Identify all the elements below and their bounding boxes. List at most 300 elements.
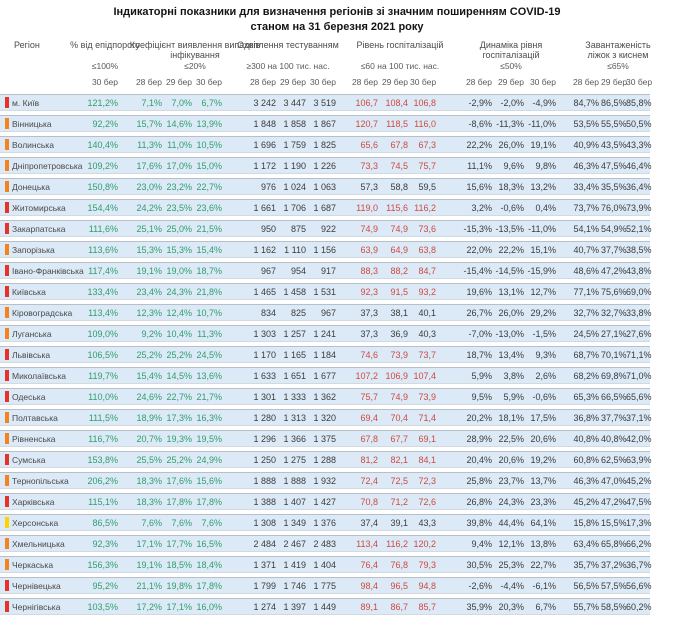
testing-coverage: 1 706 [283, 202, 306, 213]
region-name: Волинська [12, 139, 54, 150]
testing-coverage: 1 241 [313, 328, 336, 339]
detection-rate: 14,5% [166, 370, 192, 381]
hospitalization-dynamics: -13,5% [495, 223, 524, 234]
detection-rate: 17,2% [136, 601, 162, 612]
region-name: Полтавська [12, 412, 58, 423]
status-marker [0, 536, 12, 551]
testing-coverage: 967 [260, 265, 276, 276]
detection-rate: 25,2% [166, 454, 192, 465]
oxygen-bed-occupancy: 76,0% [601, 202, 627, 213]
oxygen-bed-occupancy: 36,8% [573, 412, 599, 423]
region-name: м. Київ [12, 97, 40, 108]
oxygen-bed-occupancy: 58,5% [601, 601, 627, 612]
hospitalization-dynamics: 15,6% [466, 181, 492, 192]
epid-threshold-pct: 117,4% [88, 265, 118, 276]
hospitalization-level: 72,4 [360, 475, 378, 486]
hospitalization-level: 67,7 [390, 433, 408, 444]
oxygen-bed-occupancy: 33,4% [573, 181, 599, 192]
detection-rate: 17,8% [196, 496, 222, 507]
table-row [0, 556, 650, 573]
detection-rate: 15,3% [166, 244, 192, 255]
detection-rate: 19,1% [136, 265, 162, 276]
date-label: 28 бер [465, 77, 492, 87]
oxygen-bed-occupancy: 69,0% [626, 286, 652, 297]
hospitalization-dynamics: -7,0% [468, 328, 492, 339]
hospitalization-level: 107,4 [413, 370, 436, 381]
detection-rate: 11,3% [197, 328, 222, 339]
epid-threshold-pct: 103,5% [87, 601, 118, 612]
hospitalization-dynamics: 9,8% [535, 160, 556, 171]
hospitalization-level: 40,1 [418, 307, 436, 318]
hospitalization-dynamics: -11,0% [528, 223, 556, 234]
detection-rate: 24,2% [136, 202, 162, 213]
status-marker [0, 158, 12, 173]
detection-rate: 17,1% [166, 601, 192, 612]
table-row [0, 430, 650, 447]
threshold-label-2: ≥300 на 100 тис. нас. [246, 61, 330, 71]
hospitalization-level: 113,4 [356, 538, 378, 549]
testing-coverage: 1 275 [283, 454, 306, 465]
testing-coverage: 1 296 [253, 433, 276, 444]
oxygen-bed-occupancy: 70,1% [601, 349, 627, 360]
hospitalization-level: 75,7 [418, 160, 436, 171]
oxygen-bed-occupancy: 15,8% [573, 517, 599, 528]
oxygen-bed-occupancy: 32,7% [573, 307, 599, 318]
status-marker [0, 242, 12, 257]
detection-rate: 15,0% [196, 160, 222, 171]
region-name: Івано-Франківська [12, 265, 84, 276]
title-line-2: станом на 31 березня 2021 року [250, 21, 424, 34]
testing-coverage: 1 110 [284, 244, 306, 255]
detection-rate: 17,1% [136, 538, 162, 549]
region-name: Львівська [12, 349, 51, 360]
detection-rate: 7,6% [141, 517, 162, 528]
region-name: Рівненська [12, 433, 56, 444]
detection-rate: 25,0% [166, 223, 192, 234]
testing-coverage: 1 848 [253, 118, 276, 129]
table-row [0, 493, 650, 510]
hospitalization-level: 73,3 [360, 160, 378, 171]
region-name: Одеська [12, 391, 46, 402]
testing-coverage: 1 746 [283, 580, 306, 591]
testing-coverage: 1 156 [313, 244, 336, 255]
hospitalization-dynamics: 15,1% [530, 244, 556, 255]
testing-coverage: 1 867 [313, 118, 336, 129]
hospitalization-level: 74,5 [390, 160, 408, 171]
testing-coverage: 1 362 [313, 391, 336, 402]
date-label: 30 бер [529, 77, 556, 87]
detection-rate: 19,8% [166, 580, 192, 591]
hospitalization-level: 59,5 [418, 181, 436, 192]
detection-rate: 18,3% [136, 475, 162, 486]
threshold-label-5: ≤65% [607, 61, 629, 71]
hospitalization-level: 116,2 [414, 202, 436, 213]
hospitalization-level: 39,1 [390, 517, 408, 528]
detection-rate: 18,5% [166, 559, 192, 570]
status-marker [0, 95, 12, 110]
region-name: Черкаська [12, 559, 54, 570]
hospitalization-level: 69,4 [360, 412, 378, 423]
detection-rate: 19,1% [136, 559, 162, 570]
hospitalization-dynamics: 22,5% [498, 433, 524, 444]
hospitalization-dynamics: 26,0% [498, 139, 524, 150]
threshold-label-1: ≤20% [184, 61, 206, 71]
detection-rate: 15,7% [136, 118, 162, 129]
testing-coverage: 1 274 [253, 601, 276, 612]
date-label: 29 бер [381, 77, 408, 87]
oxygen-bed-occupancy: 40,7% [573, 244, 599, 255]
detection-rate: 17,3% [166, 412, 192, 423]
status-marker [0, 305, 12, 320]
oxygen-bed-occupancy: 43,3% [626, 139, 652, 150]
hospitalization-dynamics: 35,9% [466, 601, 492, 612]
table-row [0, 283, 650, 300]
table-row [0, 199, 650, 216]
testing-coverage: 1 759 [283, 139, 306, 150]
hospitalization-level: 58,8 [390, 181, 408, 192]
oxygen-bed-occupancy: 86,5% [601, 97, 627, 108]
testing-coverage: 1 226 [313, 160, 336, 171]
testing-coverage: 1 825 [313, 139, 336, 150]
epid-threshold-pct: 111,5% [88, 412, 118, 423]
detection-rate: 21,1% [136, 580, 162, 591]
testing-coverage: 967 [320, 307, 336, 318]
testing-coverage: 1 404 [313, 559, 336, 570]
region-name: Миколаївська [12, 370, 66, 381]
date-label: 30 бер [626, 77, 653, 87]
spacer [0, 77, 12, 87]
testing-coverage: 1 190 [283, 160, 306, 171]
hospitalization-dynamics: 26,0% [498, 307, 524, 318]
table-row [0, 94, 650, 111]
hospitalization-dynamics: 12,1% [498, 538, 524, 549]
testing-coverage: 2 467 [283, 538, 306, 549]
group-header-2: Охоплення тестуванням [237, 40, 339, 50]
detection-rate: 14,6% [166, 118, 192, 129]
date-label: 30 бер [309, 77, 336, 87]
date-label: 29 бер [279, 77, 306, 87]
hospitalization-dynamics: 9,5% [471, 391, 492, 402]
detection-rate: 6,7% [201, 97, 222, 108]
threshold-label-3: ≤60 на 100 тис. нас. [360, 61, 440, 71]
hospitalization-level: 71,4 [418, 412, 436, 423]
detection-rate: 17,0% [166, 160, 192, 171]
epid-threshold-pct: 153,8% [87, 454, 118, 465]
detection-rate: 21,8% [196, 286, 222, 297]
detection-rate: 19,5% [196, 433, 222, 444]
testing-coverage: 1 303 [253, 328, 276, 339]
status-marker [0, 410, 12, 425]
oxygen-bed-occupancy: 63,9% [626, 454, 652, 465]
hospitalization-level: 37,3 [360, 328, 378, 339]
epid-threshold-pct: 140,4% [87, 139, 118, 150]
hospitalization-level: 118,5 [386, 118, 408, 129]
detection-rate: 24,3% [166, 286, 192, 297]
region-column-header: Регіон [14, 40, 40, 50]
hospitalization-dynamics: 5,9% [503, 391, 524, 402]
oxygen-bed-occupancy: 63,4% [573, 538, 599, 549]
detection-rate: 18,4% [196, 559, 222, 570]
testing-coverage: 1 320 [313, 412, 336, 423]
hospitalization-dynamics: 20,6% [498, 454, 524, 465]
group-header-0: % від епідпорогу [70, 40, 140, 50]
hospitalization-level: 120,7 [355, 118, 378, 129]
region-name: Житомирська [12, 202, 66, 213]
hospitalization-dynamics: 25,3% [498, 559, 524, 570]
hospitalization-dynamics: -4,9% [532, 97, 556, 108]
testing-coverage: 3 447 [283, 97, 306, 108]
oxygen-bed-occupancy: 46,3% [573, 160, 599, 171]
oxygen-bed-occupancy: 60,8% [573, 454, 599, 465]
oxygen-bed-occupancy: 68,2% [573, 370, 599, 381]
hospitalization-level: 74,9 [390, 391, 408, 402]
status-marker [0, 368, 12, 383]
testing-coverage: 1 162 [253, 244, 276, 255]
testing-coverage: 1 184 [313, 349, 336, 360]
oxygen-bed-occupancy: 48,6% [573, 265, 599, 276]
testing-coverage: 1 333 [283, 391, 306, 402]
oxygen-bed-occupancy: 56,5% [573, 580, 599, 591]
hospitalization-level: 94,8 [418, 580, 436, 591]
epid-threshold-pct: 95,2% [92, 580, 118, 591]
oxygen-bed-occupancy: 56,6% [626, 580, 652, 591]
region-name: Київська [12, 286, 46, 297]
hospitalization-dynamics: -1,5% [532, 328, 556, 339]
testing-coverage: 1 376 [313, 517, 336, 528]
detection-rate: 22,7% [166, 391, 192, 402]
hospitalization-dynamics: -11,3% [496, 118, 524, 129]
hospitalization-dynamics: 12,7% [530, 286, 556, 297]
hospitalization-dynamics: 39,8% [466, 517, 492, 528]
detection-rate: 25,5% [136, 454, 162, 465]
epid-threshold-pct: 92,3% [92, 538, 118, 549]
detection-rate: 19,3% [166, 433, 192, 444]
testing-coverage: 1 170 [253, 349, 276, 360]
detection-rate: 23,0% [136, 181, 162, 192]
testing-coverage: 875 [290, 223, 306, 234]
oxygen-bed-occupancy: 35,5% [601, 181, 627, 192]
hospitalization-dynamics: 23,3% [530, 496, 556, 507]
hospitalization-dynamics: 9,6% [503, 160, 524, 171]
testing-coverage: 3 519 [313, 97, 336, 108]
hospitalization-dynamics: 2,6% [535, 370, 556, 381]
group-header-4: Динаміка рівня госпіталізацій [479, 40, 543, 61]
testing-coverage: 1 371 [253, 559, 276, 570]
testing-coverage: 2 483 [313, 538, 336, 549]
epid-threshold-pct: 116,7% [88, 433, 118, 444]
hospitalization-dynamics: -2,0% [500, 97, 524, 108]
detection-rate: 10,4% [166, 328, 192, 339]
testing-coverage: 1 375 [313, 433, 336, 444]
hospitalization-level: 72,6 [418, 496, 436, 507]
testing-coverage: 976 [260, 181, 276, 192]
testing-coverage: 1 313 [283, 412, 306, 423]
detection-rate: 21,7% [196, 391, 222, 402]
epid-threshold-pct: 113,4% [88, 307, 118, 318]
detection-rate: 18,3% [136, 496, 162, 507]
testing-coverage: 1 419 [283, 559, 306, 570]
hospitalization-dynamics: 20,3% [498, 601, 524, 612]
oxygen-bed-occupancy: 47,5% [601, 160, 627, 171]
testing-coverage: 1 063 [313, 181, 336, 192]
testing-coverage: 825 [290, 307, 306, 318]
oxygen-bed-occupancy: 47,2% [601, 496, 627, 507]
hospitalization-dynamics: 22,0% [466, 244, 492, 255]
oxygen-bed-occupancy: 69,8% [601, 370, 627, 381]
hospitalization-dynamics: 64,1% [530, 517, 556, 528]
detection-rate: 17,7% [166, 538, 192, 549]
hospitalization-dynamics: 26,8% [466, 496, 492, 507]
oxygen-bed-occupancy: 75,6% [601, 286, 627, 297]
detection-rate: 24,5% [196, 349, 222, 360]
oxygen-bed-occupancy: 37,7% [601, 244, 627, 255]
hospitalization-level: 98,4 [360, 580, 378, 591]
date-label: 28 бер [135, 77, 162, 87]
date-label: 29 бер [601, 77, 628, 87]
hospitalization-level: 106,9 [385, 370, 408, 381]
detection-rate: 15,4% [196, 244, 222, 255]
detection-rate: 7,6% [171, 517, 192, 528]
oxygen-bed-occupancy: 54,1% [573, 223, 599, 234]
epid-threshold-pct: 109,0% [87, 328, 118, 339]
oxygen-bed-occupancy: 50,5% [626, 118, 652, 129]
oxygen-bed-occupancy: 36,4% [626, 181, 652, 192]
table-row [0, 262, 650, 279]
detection-rate: 15,3% [136, 244, 162, 255]
epid-threshold-pct: 111,6% [88, 223, 118, 234]
epid-threshold-pct: 115,1% [88, 496, 118, 507]
status-marker [0, 179, 12, 194]
hospitalization-level: 79,3 [418, 559, 436, 570]
oxygen-bed-occupancy: 47,5% [626, 496, 652, 507]
oxygen-bed-occupancy: 62,5% [601, 454, 627, 465]
hospitalization-level: 57,3 [360, 181, 378, 192]
hospitalization-dynamics: 18,1% [498, 412, 524, 423]
hospitalization-dynamics: 13,7% [530, 475, 556, 486]
hospitalization-dynamics: 9,4% [471, 538, 492, 549]
hospitalization-dynamics: 3,8% [503, 370, 524, 381]
epid-threshold-pct: 110,0% [88, 391, 118, 402]
hospitalization-level: 108,4 [385, 97, 408, 108]
hospitalization-level: 106,8 [413, 97, 436, 108]
testing-coverage: 1 024 [283, 181, 306, 192]
hospitalization-dynamics: 17,5% [530, 412, 556, 423]
hospitalization-level: 70,4 [390, 412, 408, 423]
hospitalization-dynamics: -14,5% [495, 265, 524, 276]
oxygen-bed-occupancy: 45,2% [573, 496, 599, 507]
testing-coverage: 1 366 [283, 433, 306, 444]
date-label: 28 бер [351, 77, 378, 87]
region-name: Донецька [12, 181, 50, 192]
epid-threshold-pct: 92,2% [92, 118, 118, 129]
table-row [0, 157, 650, 174]
epid-threshold-pct: 86,5% [92, 517, 118, 528]
title-line-1: Індикаторні показники для визначення регіонів зі значним поширенням COVID-19 [113, 6, 561, 18]
detection-rate: 21,5% [196, 223, 222, 234]
hospitalization-dynamics: 13,1% [498, 286, 524, 297]
hospitalization-dynamics: -15,9% [527, 265, 556, 276]
detection-rate: 15,6% [196, 475, 222, 486]
oxygen-bed-occupancy: 40,8% [601, 433, 627, 444]
hospitalization-dynamics: 11,1% [467, 160, 492, 171]
hospitalization-dynamics: 23,7% [498, 475, 524, 486]
detection-rate: 16,0% [196, 601, 222, 612]
hospitalization-dynamics: 18,3% [498, 181, 524, 192]
testing-coverage: 1 633 [253, 370, 276, 381]
table-row [0, 367, 650, 384]
detection-rate: 10,7% [196, 307, 222, 318]
hospitalization-level: 88,3 [360, 265, 378, 276]
detection-rate: 24,9% [196, 454, 222, 465]
hospitalization-level: 65,6 [360, 139, 378, 150]
detection-rate: 18,7% [196, 265, 222, 276]
oxygen-bed-occupancy: 15,5% [601, 517, 627, 528]
hospitalization-level: 107,2 [355, 370, 378, 381]
hospitalization-level: 64,9 [390, 244, 408, 255]
oxygen-bed-occupancy: 73,9% [626, 202, 652, 213]
oxygen-bed-occupancy: 27,1% [601, 328, 627, 339]
epid-threshold-pct: 109,2% [87, 160, 118, 171]
region-name: Тернопільська [12, 475, 69, 486]
hospitalization-dynamics: -8,6% [468, 118, 492, 129]
detection-rate: 17,6% [166, 475, 192, 486]
date-label: 29 бер [497, 77, 524, 87]
table-row [0, 346, 650, 363]
hospitalization-level: 73,9 [418, 391, 436, 402]
hospitalization-dynamics: -4,4% [500, 580, 524, 591]
oxygen-bed-occupancy: 40,8% [573, 433, 599, 444]
hospitalization-level: 73,7 [418, 349, 436, 360]
hospitalization-level: 85,7 [418, 601, 436, 612]
detection-rate: 13,6% [196, 370, 222, 381]
detection-rate: 9,2% [141, 328, 162, 339]
hospitalization-level: 74,9 [360, 223, 378, 234]
table-row [0, 409, 650, 426]
hospitalization-dynamics: -13,0% [495, 328, 524, 339]
hospitalization-level: 84,7 [418, 265, 436, 276]
oxygen-bed-occupancy: 33,8% [626, 307, 652, 318]
date-label: 28 бер [249, 77, 276, 87]
hospitalization-dynamics: 9,3% [535, 349, 556, 360]
hospitalization-level: 93,2 [418, 286, 436, 297]
testing-coverage: 1 288 [313, 454, 336, 465]
table-row [0, 451, 650, 468]
oxygen-bed-occupancy: 45,2% [626, 475, 652, 486]
hospitalization-dynamics: 5,9% [471, 370, 492, 381]
hospitalization-level: 81,2 [360, 454, 378, 465]
detection-rate: 16,3% [196, 412, 222, 423]
hospitalization-level: 89,1 [360, 601, 378, 612]
hospitalization-level: 70,8 [360, 496, 378, 507]
hospitalization-dynamics: 13,2% [530, 181, 556, 192]
hospitalization-level: 67,8 [360, 433, 378, 444]
table-row [0, 577, 650, 594]
hospitalization-dynamics: 22,7% [530, 559, 556, 570]
status-marker [0, 200, 12, 215]
hospitalization-dynamics: 13,8% [530, 538, 556, 549]
oxygen-bed-occupancy: 43,5% [601, 139, 627, 150]
region-name: Закарпатська [12, 223, 66, 234]
table-row [0, 388, 650, 405]
status-marker [0, 389, 12, 404]
table-row [0, 241, 650, 258]
hospitalization-dynamics: -15,3% [463, 223, 492, 234]
date-header-row [0, 77, 653, 87]
hospitalization-level: 76,4 [360, 559, 378, 570]
oxygen-bed-occupancy: 47,0% [601, 475, 627, 486]
oxygen-bed-occupancy: 35,7% [573, 559, 599, 570]
status-marker [0, 326, 12, 341]
